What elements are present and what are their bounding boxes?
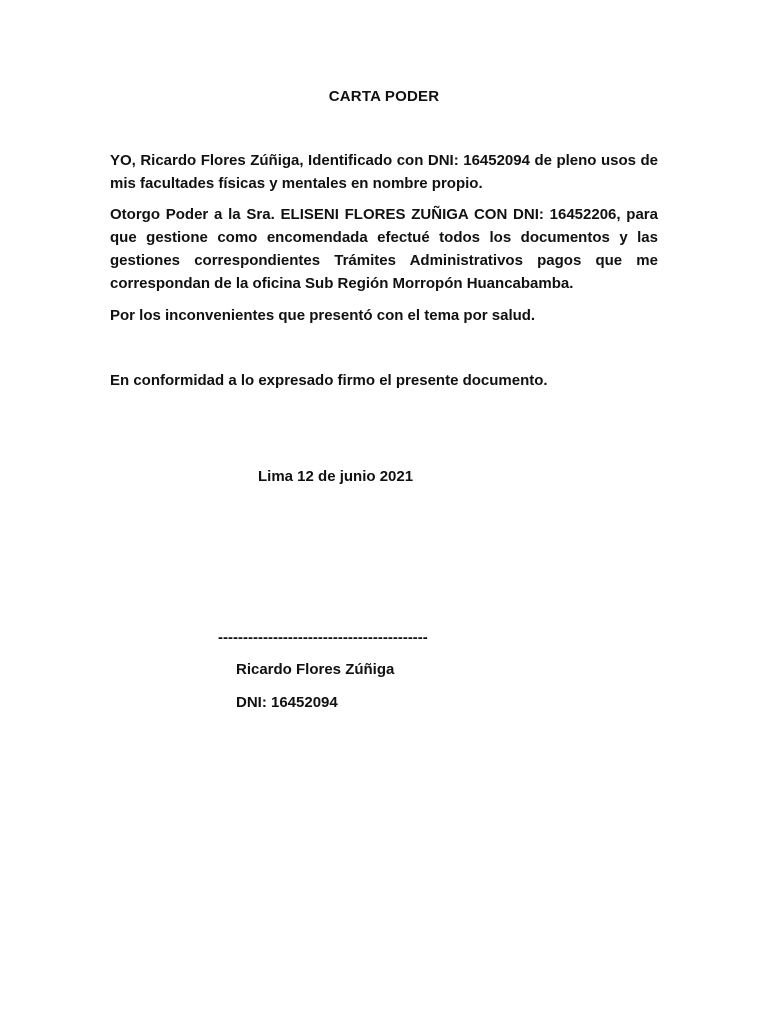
signatory-name: Ricardo Flores Zúñiga	[236, 661, 395, 678]
paragraph-conformity: En conformidad a lo expresado firmo el presente documento.	[110, 372, 548, 389]
paragraph-grant-of-power: Otorgo Poder a la Sra. ELISENI FLORES ZUÑIGA CON DNI: 16452206, para que gestione como encomendada efectué todos los documentos y las gestiones correspondientes Trámites Administrativos pagos que me correspondan de la oficina Sub Región Morropón Huancabamba.	[110, 206, 658, 292]
paragraph-reason: Por los inconvenientes que presentó con el tema por salud.	[110, 307, 536, 324]
signatory-dni: DNI: 16452094	[236, 694, 338, 711]
document-title: CARTA PODER	[328, 88, 440, 105]
paragraph-identification: YO, Ricardo Flores Zúñiga, Identificado con DNI: 16452094 de pleno usos de mis facultades físicas y mentales en nombre propio.	[110, 152, 658, 192]
signature-line: ------------------------------------------	[218, 629, 428, 646]
date-line: Lima 12 de junio 2021	[258, 468, 414, 485]
